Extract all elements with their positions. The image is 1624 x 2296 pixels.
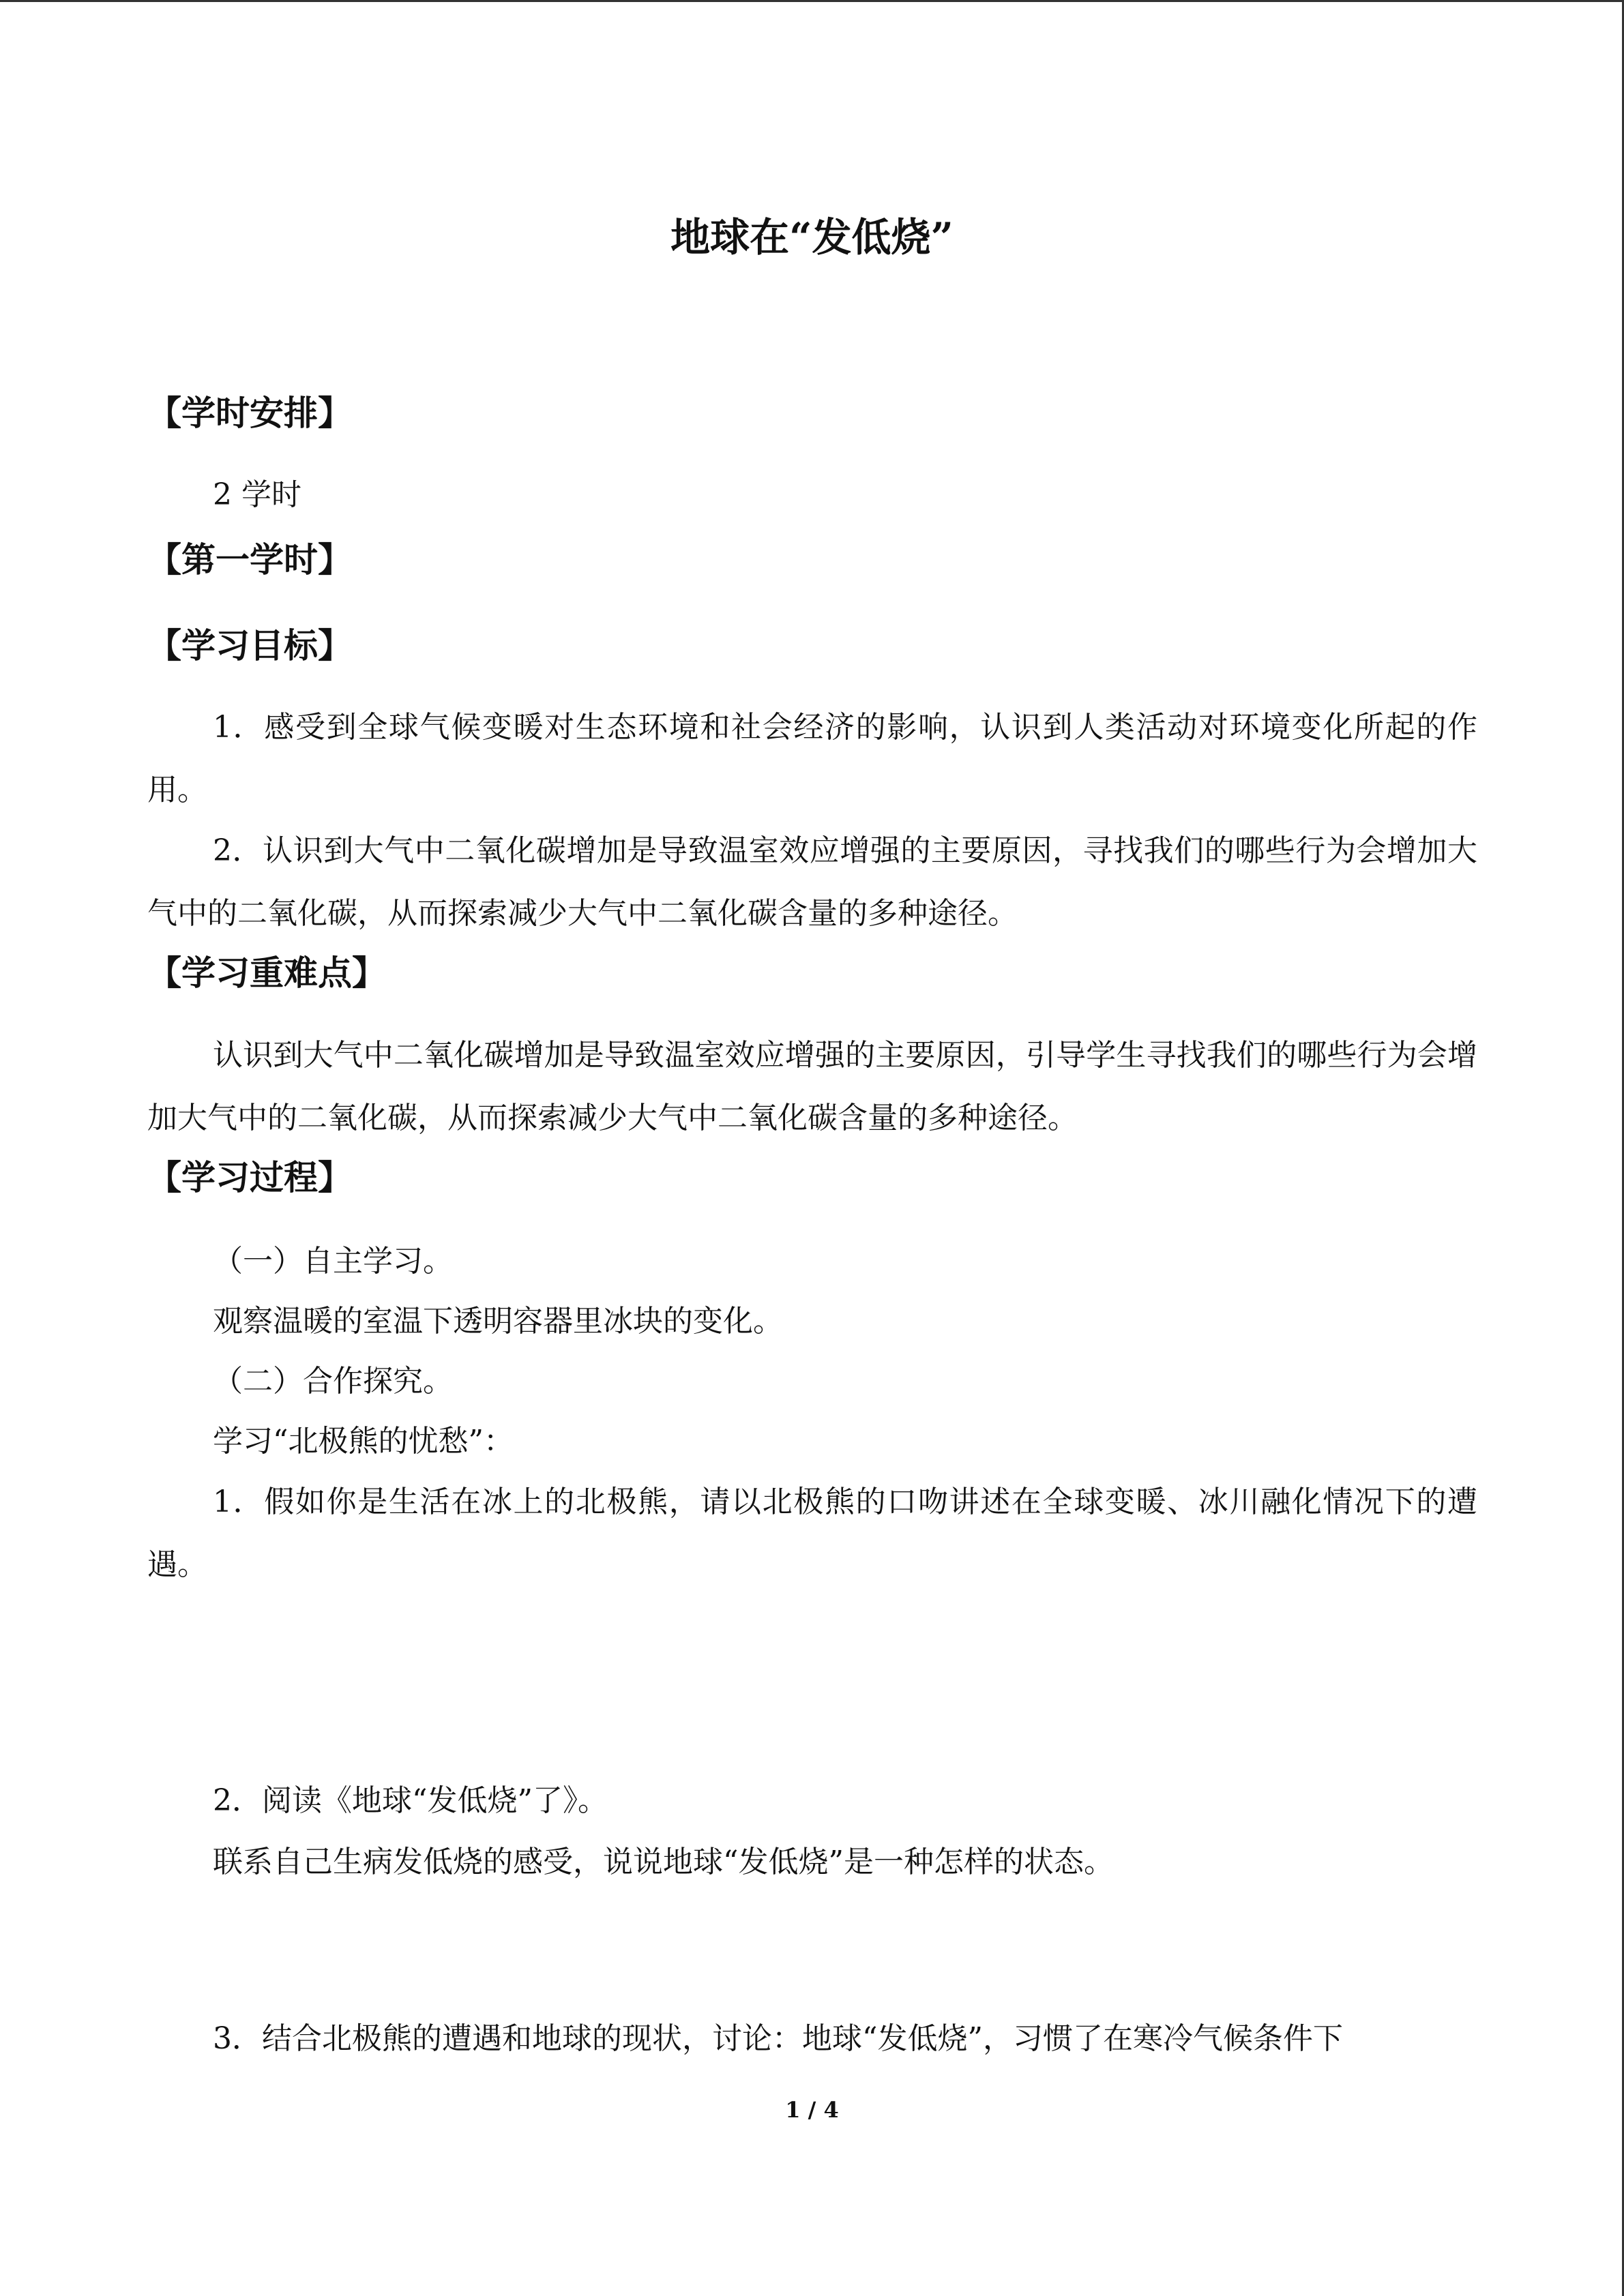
polar-bear-intro: 学习“北极熊的忧愁”： xyxy=(213,1424,514,1459)
heading-key-points: 【学习重难点】 xyxy=(147,953,386,993)
heading-first-period: 【第一学时】 xyxy=(147,539,352,580)
heading-process: 【学习过程】 xyxy=(147,1157,352,1197)
objective-item-2: 2．认识到大气中二氧化碳增加是导致温室效应增强的主要原因，寻找我们的哪些行为会增加大气中的二氧化碳，从而探索减少大气中二氧化碳含量的多种途径。 xyxy=(147,833,1477,931)
page-indicator: 1 / 4 xyxy=(785,2097,839,2123)
task-3: 3．结合北极熊的遭遇和地球的现状，讨论：地球“发低烧”，习惯了在寒冷气候条件下 xyxy=(213,2021,1343,2056)
self-study-text: 观察温暖的室温下透明容器里冰块的变化。 xyxy=(213,1304,783,1339)
task-2-title: 2．阅读《地球“发低烧”了》。 xyxy=(213,1783,608,1818)
schedule-text: 2 学时 xyxy=(213,477,301,512)
key-points-text: 认识到大气中二氧化碳增加是导致温室效应增强的主要原因，引导学生寻找我们的哪些行为会增加大气中的二氧化碳，从而探索减少大气中二氧化碳含量的多种途径。 xyxy=(147,1038,1477,1135)
task-2-text: 联系自己生病发低烧的感受，说说地球“发低烧”是一种怎样的状态。 xyxy=(213,1845,1114,1879)
task-1: 1．假如你是生活在冰上的北极熊，请以北极熊的口吻讲述在全球变暖、冰川融化情况下的遭遇。 xyxy=(147,1485,1477,1582)
objective-item-1: 1．感受到全球气候变暖对生态环境和社会经济的影响，认识到人类活动对环境变化所起的作用。 xyxy=(147,710,1477,807)
self-study-label: （一）自主学习。 xyxy=(213,1244,453,1279)
heading-schedule: 【学时安排】 xyxy=(147,393,352,433)
cooperative-label: （二）合作探究。 xyxy=(213,1364,453,1399)
page-border-top xyxy=(0,0,1624,2)
document-title: 地球在“发低烧” xyxy=(670,214,954,260)
heading-objectives: 【学习目标】 xyxy=(147,625,352,666)
